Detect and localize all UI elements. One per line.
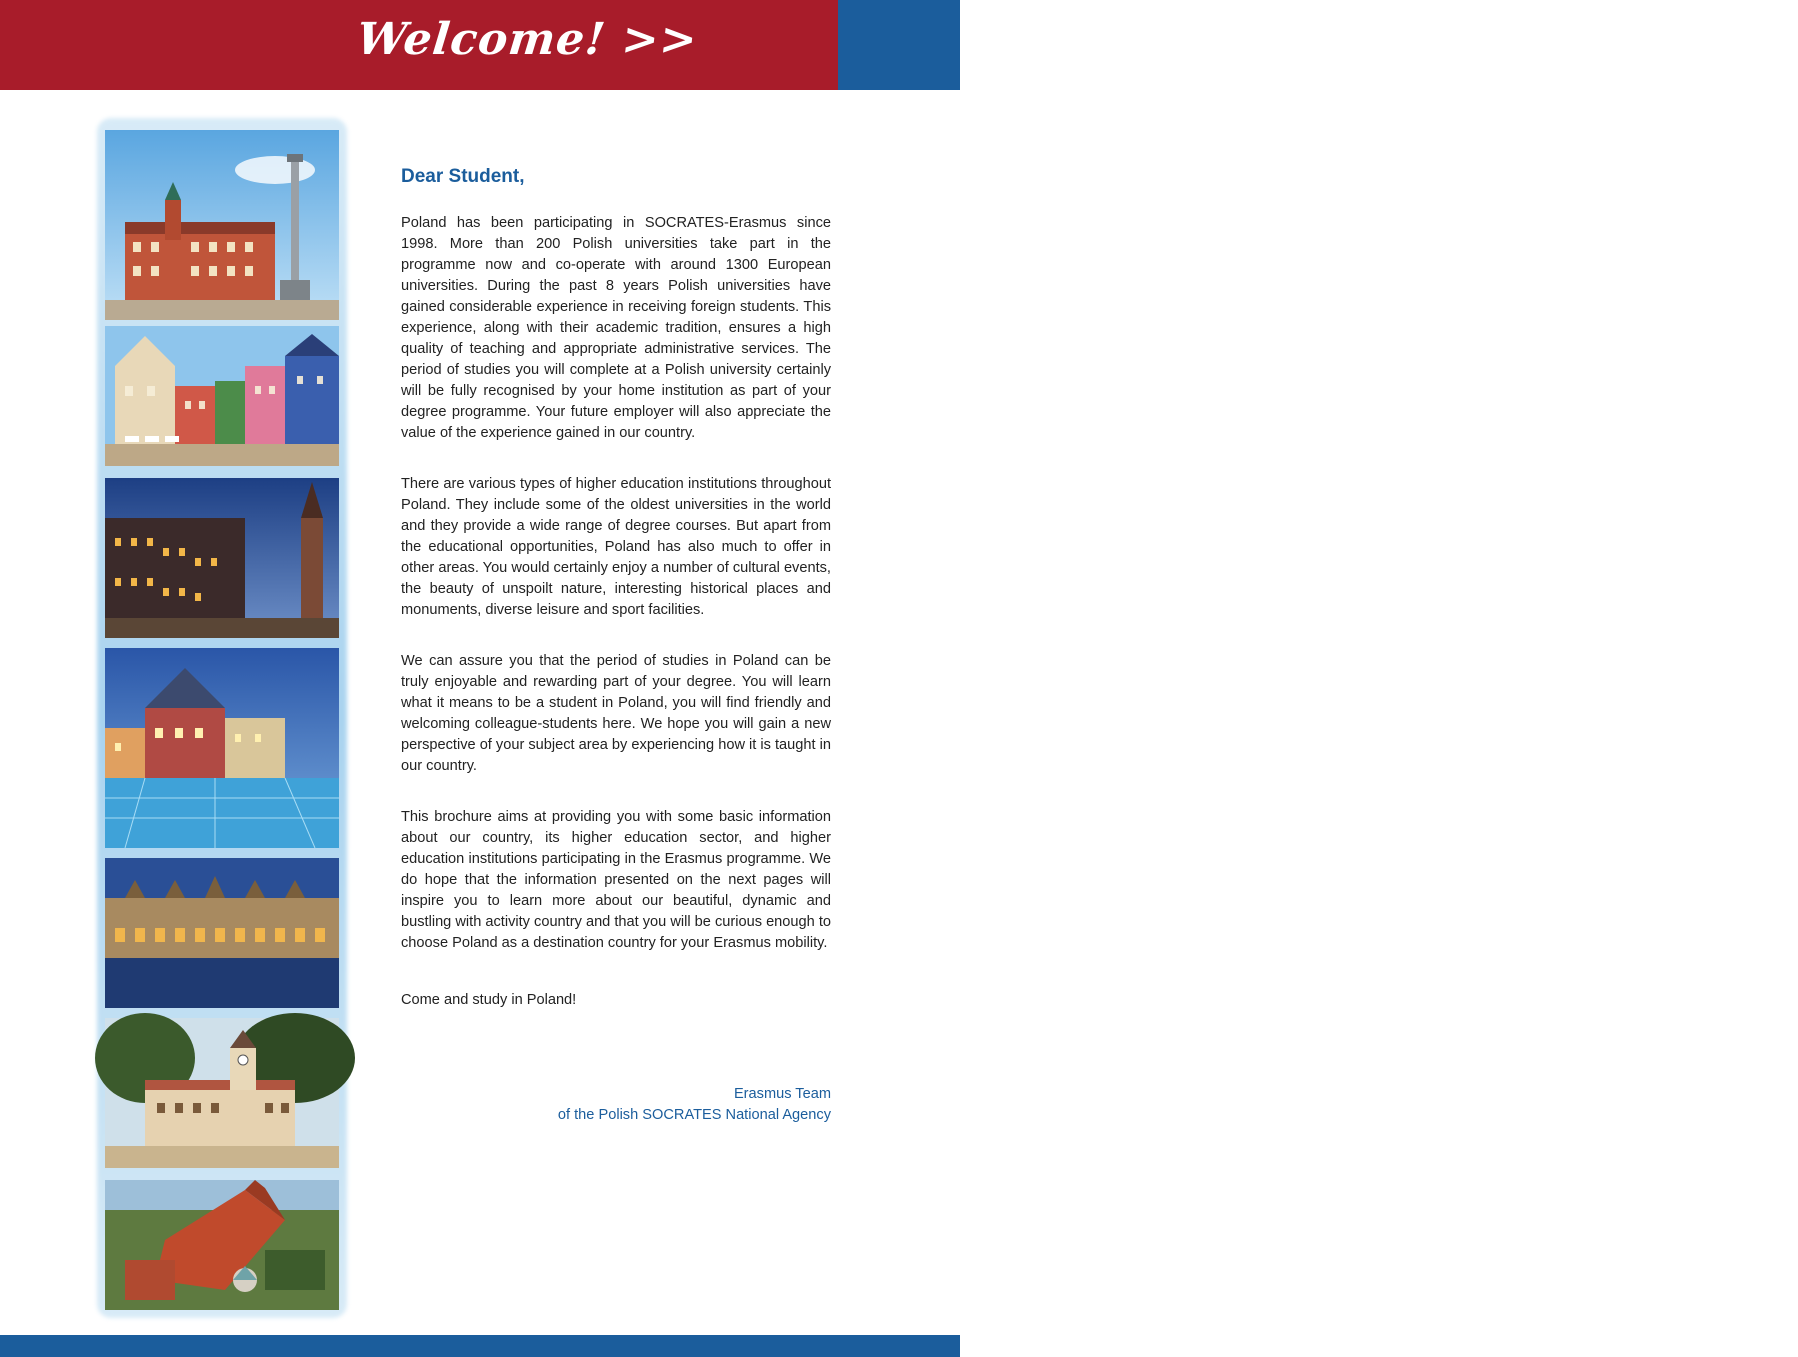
signature-agency: of the Polish SOCRATES National Agency — [557, 1107, 831, 1123]
signature-block — [558, 1084, 831, 1126]
greeting-heading: Dear Student, — [401, 166, 525, 187]
letter-paragraph: There are various types of higher education institutions throughout Poland. They include some of the oldest universities in the world and they provide a wide range of degree courses. But apart from the educational opportunities, Poland has also much to offer in other areas. You would certainly enjoy a number of cultural events, the beauty of unspoilt nature, interesting historical places and monuments, diverse leisure and sport facilities. — [401, 476, 831, 618]
old-town-tenements-photo — [105, 326, 339, 466]
closing-line: Come and study in Poland! — [401, 992, 577, 1008]
city-street-evening-photo — [105, 478, 339, 638]
welcome-title: Welcome! >> — [354, 14, 701, 65]
page-header — [0, 0, 1750, 90]
footer-blue-bar — [0, 1335, 960, 1357]
gothic-cathedral-aerial-photo — [105, 1180, 339, 1310]
palace-courtyard-photo — [105, 1018, 339, 1168]
letter-paragraph: This brochure aims at providing you with some basic information about our country, its higher education sector, and higher education institutions participating in the Erasmus programme. We do hope that the information presented on the next pages will inspire you to learn more about our beautiful, dynamic and bustling with activity country and that you will be curious enough to choose Poland as a destination country for your Erasmus mobility. — [401, 809, 831, 951]
cloth-hall-square-photo — [105, 858, 339, 1008]
royal-castle-column-photo — [105, 130, 339, 320]
town-hall-square-night-photo — [105, 648, 339, 848]
letter-body — [401, 166, 831, 1011]
page-number: 1 — [1724, 20, 1750, 64]
photo-collage-strip — [97, 118, 347, 1318]
letter-paragraph: Poland has been participating in SOCRATES-Erasmus since 1998. More than 200 Polish universities take part in the programme now and co-operate with around 1300 European universities. During the past 8 years Polish universities have gained considerable experience in receiving foreign students. This experience, along with their academic tradition, ensures a high quality of teaching and appropriate administrative services. The period of studies you will complete at a Polish university certainly will be fully recognised by your home institution as part of your degree programme. Your future employer will also appreciate the value of the experience gained in our country. — [401, 215, 831, 441]
signature-team: Erasmus Team — [733, 1086, 831, 1102]
header-blue-band — [838, 0, 1750, 90]
header-red-band — [0, 0, 838, 90]
letter-paragraph: We can assure you that the period of studies in Poland can be truly enjoyable and rewarding part of your degree. You will learn what it means to be a student in Poland, you will find friendly and welcoming colleague-students here. We hope you will gain a new perspective of your subject area by experiencing how it is taught in our country. — [401, 653, 831, 774]
